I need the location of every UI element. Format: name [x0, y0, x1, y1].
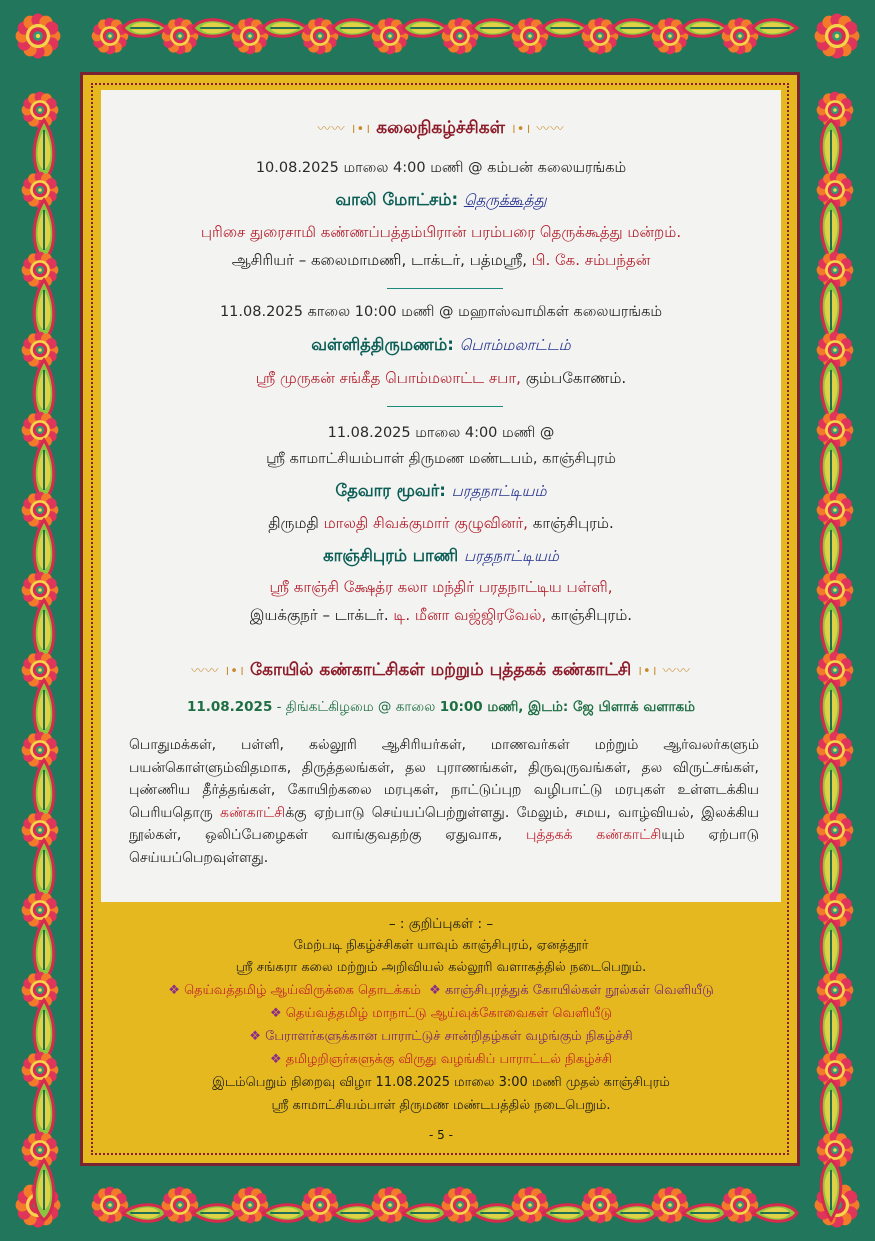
paisley-ornament-icon: [34, 520, 54, 580]
flower-ornament-icon: [22, 492, 59, 529]
paisley-ornament-icon: [34, 840, 54, 900]
paisley-ornament-icon: [34, 760, 54, 820]
paisley-ornament-icon: [34, 280, 54, 340]
flower-ornament-icon: [512, 18, 549, 55]
paisley-ornament-icon: [753, 1205, 797, 1222]
paisley-ornament-icon: [821, 200, 841, 260]
paisley-ornament-icon: [34, 440, 54, 500]
diamond-bullet-icon: ❖: [429, 983, 441, 998]
notes-item5: ❖ தமிழறிஞர்களுக்கு விருது வழங்கிப் பாராட்டல் நிகழ்ச்சி: [270, 1052, 612, 1067]
event2-style: பொம்மலாட்டம்: [459, 336, 571, 354]
paisley-ornament-icon: [821, 1000, 841, 1060]
event2-title: வள்ளித்திருமணம்: பொம்மலாட்டம்: [311, 335, 571, 354]
flower-ornament-icon: [22, 332, 59, 369]
notes-line1: மேற்படி நிகழ்ச்சிகள் யாவும் காஞ்சிபுரம், ஏனத்தூர்: [293, 938, 589, 953]
flower-ornament-icon: [372, 1187, 409, 1224]
divider: [387, 406, 503, 407]
event2-troupe: ஸ்ரீ முருகன் சங்கீத பொம்மலாட்ட சபா, கும்பகோணம்.: [255, 369, 627, 387]
event1-datetime: 10.08.2025 மாலை 4:00 மணி @ கம்பன் கலையரங்கம்: [255, 160, 627, 176]
paisley-ornament-icon: [403, 20, 447, 37]
diamond-bullet-icon: ❖: [168, 983, 180, 998]
paisley-ornament-icon: [613, 20, 657, 37]
ornament-left: 〰〰 ।•।: [317, 122, 377, 137]
paisley-ornament-icon: [193, 1205, 237, 1222]
paisley-ornament-icon: [821, 680, 841, 740]
event1-troupe: புரிசை துரைசாமி கண்ணப்பத்தம்பிரான் பரம்பரை தெருக்கூத்து மன்றம்.: [200, 223, 682, 241]
paisley-ornament-icon: [34, 1080, 54, 1140]
notes-line4: ஸ்ரீ காமாட்சியம்பாள் திருமண மண்டபத்தில் நடைபெறும்.: [271, 1098, 611, 1113]
flower-ornament-icon: [582, 1187, 619, 1224]
paisley-ornament-icon: [543, 1205, 587, 1222]
content-panel: [101, 90, 781, 902]
paisley-ornament-icon: [821, 280, 841, 340]
paisley-ornament-icon: [821, 920, 841, 980]
flower-ornament-icon: [582, 18, 619, 55]
paisley-ornament-icon: [263, 1205, 307, 1222]
page-number: - 5 -: [429, 1128, 453, 1142]
flower-ornament-icon: [372, 18, 409, 55]
event3-datetime-line1: 11.08.2025 மாலை 4:00 மணி @: [327, 425, 555, 441]
paisley-ornament-icon: [34, 360, 54, 420]
event3-style: பரதநாட்டியம்: [451, 482, 547, 500]
flower-ornament-icon: [22, 652, 59, 689]
flower-ornament-icon: [22, 92, 59, 129]
event4-troupe: ஸ்ரீ காஞ்சி க்ஷேத்ர கலா மந்திர் பரதநாட்டிய பள்ளி,: [269, 578, 613, 596]
paisley-ornament-icon: [821, 600, 841, 660]
flower-ornament-icon: [22, 412, 59, 449]
notes-item3: ❖ தெய்வத்தமிழ் மாநாட்டு ஆய்வுக்கோவைகள் வெளியீடு: [269, 1006, 613, 1021]
paisley-ornament-icon: [821, 120, 841, 180]
flower-ornament-icon: [22, 1052, 59, 1089]
event4-title: காஞ்சிபுரம் பாணி பரதநாட்டியம்: [323, 546, 559, 565]
event3-troupe: திருமதி மாலதி சிவக்குமார் குழுவினர், காஞ்சிபுரம்.: [268, 514, 614, 532]
event1-director: ஆசிரியர் – கலைமாமணி, டாக்டர், பத்மஸ்ரீ, பி. கே. சம்பந்தன்: [231, 251, 651, 269]
flower-ornament-icon: [302, 18, 339, 55]
flower-ornament-icon: [22, 572, 59, 609]
notes-panel: [101, 902, 781, 1148]
paisley-ornament-icon: [123, 20, 167, 37]
flower-ornament-icon: [652, 18, 689, 55]
flower-ornament-icon: [162, 18, 199, 55]
paisley-ornament-icon: [821, 760, 841, 820]
paisley-ornament-icon: [403, 1205, 447, 1222]
paisley-ornament-icon: [683, 1205, 727, 1222]
paisley-ornament-icon: [613, 1205, 657, 1222]
paisley-ornament-icon: [34, 920, 54, 980]
paisley-ornament-icon: [683, 20, 727, 37]
paisley-ornament-icon: [34, 600, 54, 660]
flower-ornament-icon: [652, 1187, 689, 1224]
event1-title: வாலி மோட்சம்: தெருக்கூத்து: [335, 190, 547, 209]
flower-ornament-icon: [722, 18, 759, 55]
paisley-ornament-icon: [123, 1205, 167, 1222]
section-title-exhibition: 〰〰 ।•। கோயில் கண்காட்சிகள் மற்றும் புத்தகக் கண்காட்சி ।•। 〰〰: [191, 660, 691, 680]
diamond-bullet-icon: ❖: [270, 1052, 282, 1067]
flower-ornament-icon: [22, 1132, 59, 1169]
flower-ornament-icon: [22, 972, 59, 1009]
paisley-ornament-icon: [543, 20, 587, 37]
event2-datetime: 11.08.2025 காலை 10:00 மணி @ மஹாஸ்வாமிகள் கலையரங்கம்: [219, 304, 663, 320]
flower-ornament-icon: [22, 252, 59, 289]
notes-line3: இடம்பெறும் நிறைவு விழா 11.08.2025 மாலை 3:00 மணி முதல் காஞ்சிபுரம்: [212, 1075, 670, 1090]
paisley-ornament-icon: [821, 840, 841, 900]
exhibition-description: பொதுமக்கள், பள்ளி, கல்லூரி ஆசிரியர்கள், மாணவர்கள் மற்றும் ஆர்வலர்களும் பயன்கொள்ளும்விதமாக, திருத்தலங்கள், தல புராணங்கள், திருவுருவங்கள், தல விருட்சங்கள், புண்ணிய தீர்த்தங்கள், கோயிற்கலை மரபுகள், நாட்டுப்புற வழிபாட்டு மரபுகள் உள்ளடக்கிய பெரியதொரு கண்காட்சிக்கு ஏற்பாடு செய்யப்பெற்றுள்ளது. மேலும், சமய, வாழ்வியல், இலக்கிய நூல்கள், ஒலிப்பேழைகள் வாங்குவதற்கு ஏதுவாக, புத்தகக் கண்காட்சியும் ஏற்பாடு செய்யப்பெறவுள்ளது.: [129, 737, 759, 866]
ornament-right: ।•। 〰〰: [637, 664, 691, 679]
flower-ornament-icon: [815, 14, 860, 59]
flower-ornament-icon: [442, 1187, 479, 1224]
diamond-bullet-icon: ❖: [249, 1029, 261, 1044]
flower-ornament-icon: [92, 1187, 129, 1224]
event1-style: தெருக்கூத்து: [463, 191, 547, 209]
flower-ornament-icon: [722, 1187, 759, 1224]
paisley-ornament-icon: [821, 360, 841, 420]
paisley-ornament-icon: [333, 20, 377, 37]
paisley-ornament-icon: [34, 1000, 54, 1060]
flower-ornament-icon: [22, 732, 59, 769]
flower-ornament-icon: [16, 14, 61, 59]
paisley-ornament-icon: [821, 1080, 841, 1140]
paisley-ornament-icon: [821, 440, 841, 500]
paisley-ornament-icon: [263, 20, 307, 37]
section-title-cultural: 〰〰 ।•। கலைநிகழ்ச்சிகள் ।•। 〰〰: [317, 118, 565, 138]
notes-item4: ❖ பேராளர்களுக்கான பாராட்டுச் சான்றிதழ்கள் வழங்கும் நிகழ்ச்சி: [249, 1029, 633, 1044]
event4-director: இயக்குநர் – டாக்டர். டி. மீனா வஜ்ஜிரவேல், காஞ்சிபுரம்.: [249, 606, 633, 624]
flower-ornament-icon: [232, 18, 269, 55]
paisley-ornament-icon: [193, 20, 237, 37]
paisley-ornament-icon: [34, 200, 54, 260]
flower-ornament-icon: [92, 18, 129, 55]
divider: [387, 288, 503, 289]
paisley-ornament-icon: [473, 20, 517, 37]
flower-ornament-icon: [162, 1187, 199, 1224]
ornament-left: 〰〰 ।•।: [191, 664, 251, 679]
paisley-ornament-icon: [333, 1205, 377, 1222]
event3-datetime-line2: ஸ்ரீ காமாட்சியம்பாள் திருமண மண்டபம், காஞ்சிபுரம்: [266, 451, 616, 467]
diamond-bullet-icon: ❖: [269, 1006, 282, 1021]
flower-ornament-icon: [232, 1187, 269, 1224]
paisley-ornament-icon: [34, 120, 54, 180]
paisley-ornament-icon: [753, 20, 797, 37]
exhibition-date: 11.08.2025 - திங்கட்கிழமை @ காலை 10:00 மணி, இடம்: ஜே பிளாக் வளாகம்: [186, 699, 696, 715]
flower-ornament-icon: [22, 172, 59, 209]
event4-style: பரதநாட்டியம்: [463, 547, 559, 565]
notes-heading: – : குறிப்புகள் : –: [388, 916, 494, 932]
paisley-ornament-icon: [473, 1205, 517, 1222]
flower-ornament-icon: [442, 18, 479, 55]
paisley-ornament-icon: [34, 1160, 54, 1220]
flower-ornament-icon: [22, 892, 59, 929]
notes-items-row1: ❖ தெய்வத்தமிழ் ஆய்விருக்கை தொடக்கம் ❖ காஞ்சிபுரத்துக் கோயில்கள் நூல்கள் வெளியீடு: [168, 983, 714, 998]
event3-title: தேவார மூவர்: பரதநாட்டியம்: [335, 481, 547, 500]
flower-ornament-icon: [302, 1187, 339, 1224]
paisley-ornament-icon: [821, 520, 841, 580]
notes-line2: ஸ்ரீ சங்கரா கலை மற்றும் அறிவியல் கல்லூரி வளாகத்தில் நடைபெறும்.: [235, 960, 647, 975]
flower-ornament-icon: [512, 1187, 549, 1224]
flower-ornament-icon: [22, 812, 59, 849]
ornament-right: ।•। 〰〰: [510, 122, 565, 137]
paisley-ornament-icon: [34, 680, 54, 740]
